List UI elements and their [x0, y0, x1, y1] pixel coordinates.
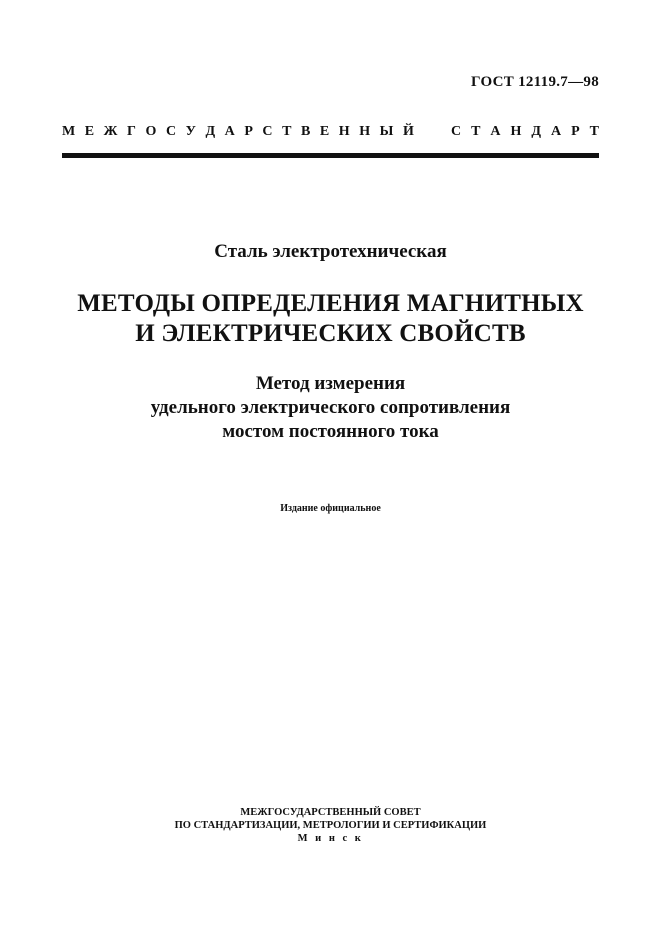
publisher-city: М и н с к [297, 833, 364, 844]
document-number: ГОСТ 12119.7—98 [470, 74, 599, 90]
header-divider [62, 153, 599, 158]
publisher-line-2: ПО СТАНДАРТИЗАЦИИ, МЕТРОЛОГИИ И СЕРТИФИКАЦИИ [174, 820, 487, 831]
method-title-line-3: мостом постоянного тока [222, 421, 439, 442]
method-title-line-1: Метод измерения [255, 373, 406, 394]
document-subject: Сталь электротехническая [214, 241, 447, 262]
publisher-block [0, 806, 661, 845]
main-title [0, 289, 661, 349]
method-title-line-2: удельного электрического сопротивления [150, 397, 511, 418]
main-title-line-1: МЕТОДЫ ОПРЕДЕЛЕНИЯ МАГНИТНЫХ [77, 290, 584, 317]
edition-note: Издание официальное [280, 503, 381, 514]
standard-type-banner [62, 124, 599, 140]
publisher-line-1: МЕЖГОСУДАРСТВЕННЫЙ СОВЕТ [240, 807, 421, 818]
main-title-line-2: И ЭЛЕКТРИЧЕСКИХ СВОЙСТВ [135, 320, 526, 347]
standard-type-word-standard: С Т А Н Д А Р Т [451, 124, 599, 139]
method-title [0, 372, 661, 444]
standard-type-word-interstate: М Е Ж Г О С У Д А Р С Т В Е Н Н Ы Й [62, 124, 414, 139]
